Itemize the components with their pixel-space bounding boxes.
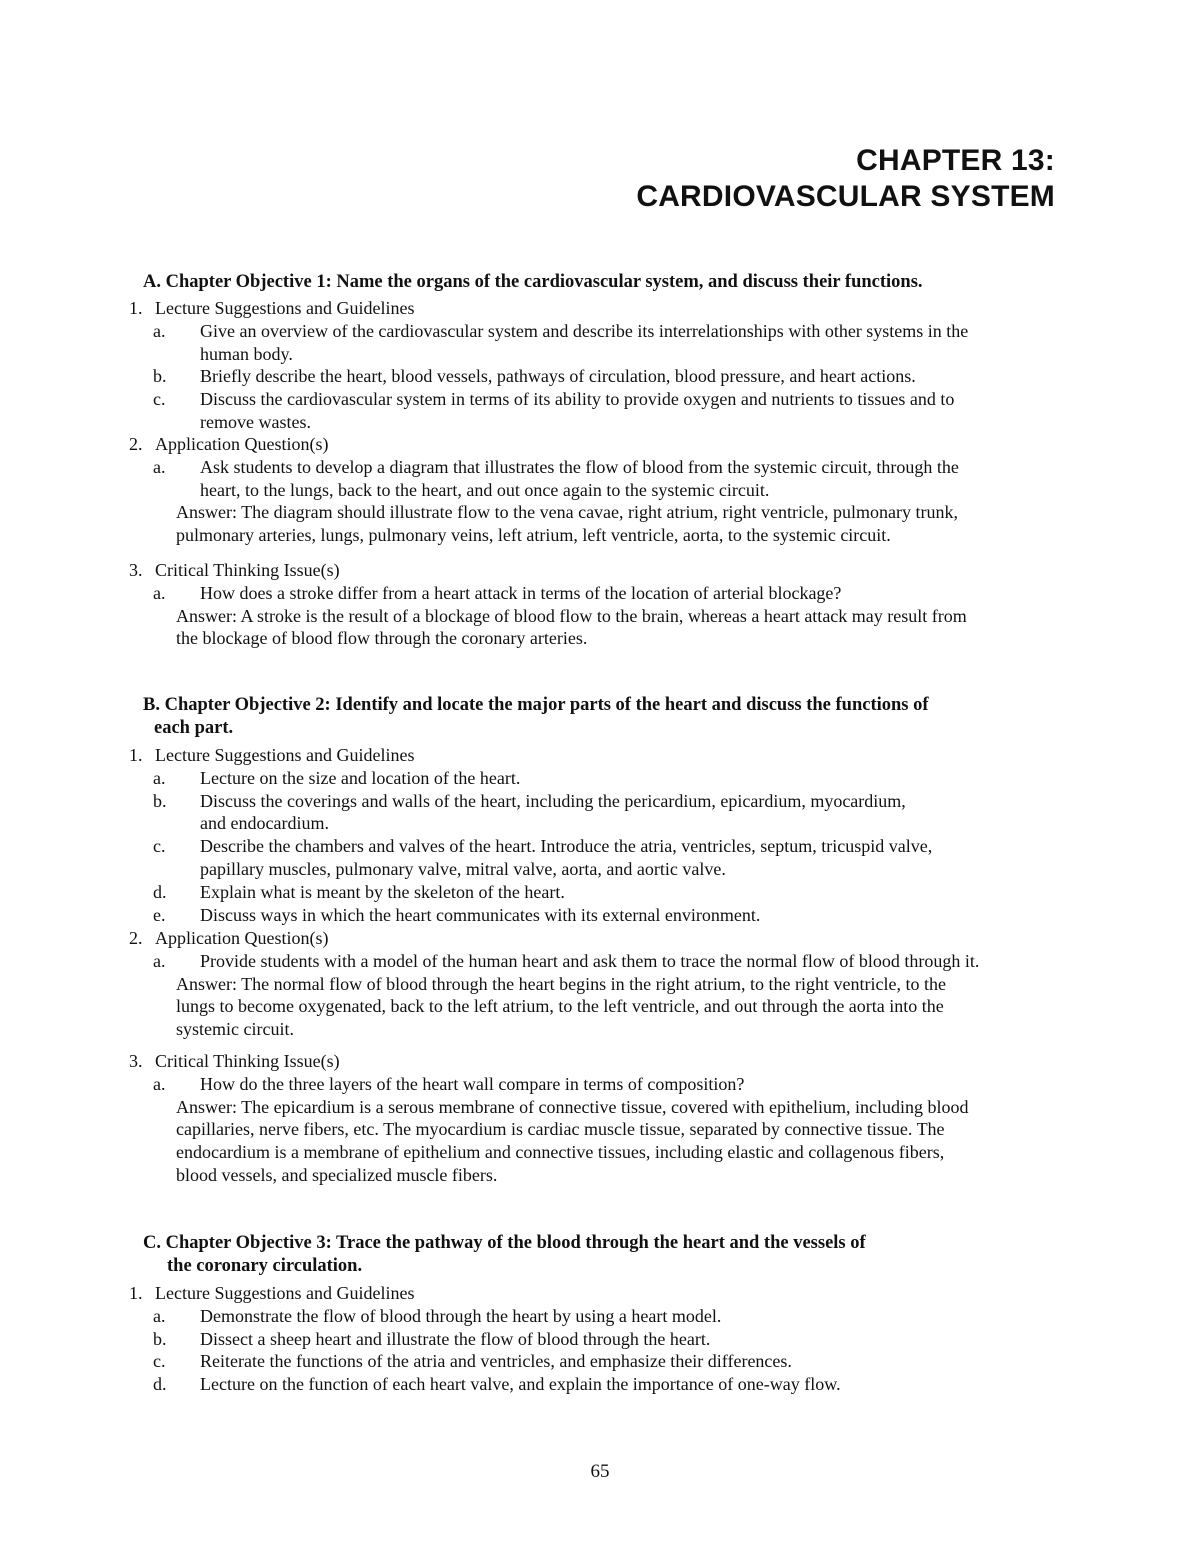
list-letter: a.: [153, 582, 166, 603]
lecture-label: Lecture Suggestions and Guidelines: [155, 298, 415, 318]
list-letter: a.: [153, 1305, 166, 1326]
list-item-text: How does a stroke differ from a heart attack in terms of the location of arterial blockage?: [200, 582, 842, 603]
heading-line: the coronary circulation.: [167, 1255, 363, 1276]
list-number: 1.: [129, 298, 143, 318]
heading-line: each part.: [154, 717, 234, 738]
list-item-text: Demonstrate the flow of blood through the heart by using a heart model.: [200, 1305, 722, 1326]
list-item-text: Ask students to develop a diagram that illustrates the flow of blood from the systemic circuit, through the: [200, 456, 959, 477]
list-item-text: human body.: [200, 343, 293, 364]
answer-line: Answer: The epicardium is a serous membrane of connective tissue, covered with epithelium, including blood: [176, 1096, 969, 1117]
list-letter: b.: [153, 790, 167, 811]
chapter-number: CHAPTER 13:: [856, 144, 1055, 177]
list-number: 2.: [129, 928, 143, 948]
list-letter: d.: [153, 1374, 167, 1395]
chapter-title: CARDIOVASCULAR SYSTEM: [636, 180, 1055, 213]
list-number: 3.: [129, 560, 143, 580]
answer-line: capillaries, nerve fibers, etc. The myocardium is cardiac muscle tissue, separated by connective tissue. The: [176, 1119, 945, 1140]
list-letter: a.: [153, 767, 166, 788]
critical-label: Critical Thinking Issue(s): [155, 1051, 340, 1071]
answer-line: blood vessels, and specialized muscle fibers.: [176, 1165, 498, 1185]
heading-line: B. Chapter Objective 2: Identify and locate the major parts of the heart and discuss the functions of: [143, 695, 929, 715]
application-label: Application Question(s): [155, 928, 329, 948]
answer-line: pulmonary arteries, lungs, pulmonary veins, left atrium, left ventricle, aorta, to the systemic circuit.: [176, 525, 891, 546]
critical-label: Critical Thinking Issue(s): [155, 560, 340, 580]
list-number: 1.: [129, 1283, 143, 1303]
list-letter: a.: [153, 320, 166, 341]
list-item-text: Lecture on the function of each heart valve, and explain the importance of one-way flow.: [200, 1374, 841, 1395]
list-letter: c.: [153, 389, 166, 410]
answer-line: Answer: The normal flow of blood through the heart begins in the right atrium, to the right ventricle, to the: [176, 973, 946, 994]
list-letter: a.: [153, 456, 166, 477]
list-number: 2.: [129, 434, 143, 454]
list-number: 1.: [129, 745, 143, 765]
answer-line: Answer: The diagram should illustrate flow to the vena cavae, right atrium, right ventricle, pulmonary trunk,: [176, 502, 958, 523]
list-letter: c.: [153, 836, 166, 857]
list-letter: b.: [153, 366, 167, 387]
answer-line: the blockage of blood flow through the coronary arteries.: [176, 628, 588, 649]
list-item-text: Discuss ways in which the heart communicates with its external environment.: [200, 904, 761, 925]
list-item-text: Briefly describe the heart, blood vessels, pathways of circulation, blood pressure, and heart actions.: [200, 366, 916, 387]
list-letter: a.: [153, 1073, 166, 1094]
list-letter: a.: [153, 950, 166, 971]
list-item-text: heart, to the lungs, back to the heart, and out once again to the systemic circuit.: [200, 479, 770, 500]
list-item-text: Reiterate the functions of the atria and ventricles, and emphasize their differences.: [200, 1351, 792, 1372]
list-item-text: Describe the chambers and valves of the heart. Introduce the atria, ventricles, septum, tricuspid valve,: [200, 836, 933, 857]
list-letter: d.: [153, 881, 167, 902]
list-item-text: Lecture on the size and location of the heart.: [200, 767, 521, 788]
list-item-text: Discuss the cardiovascular system in terms of its ability to provide oxygen and nutrients to tissues and to: [200, 389, 955, 410]
heading-line: C. Chapter Objective 3: Trace the pathway of the blood through the heart and the vessels of: [143, 1233, 866, 1253]
list-item-text: and endocardium.: [200, 813, 329, 834]
list-item-text: Explain what is meant by the skeleton of the heart.: [200, 881, 565, 902]
list-item-text: Discuss the coverings and walls of the heart, including the pericardium, epicardium, myocardium,: [200, 790, 906, 811]
list-item-text: Dissect a sheep heart and illustrate the flow of blood through the heart.: [200, 1328, 711, 1349]
answer-line: lungs to become oxygenated, back to the left atrium, to the left ventricle, and out through the aorta into the: [176, 996, 944, 1017]
list-letter: e.: [153, 904, 166, 925]
list-item-text: remove wastes.: [200, 412, 311, 432]
application-label: Application Question(s): [155, 434, 329, 454]
answer-line: endocardium is a membrane of epithelium and connective tissues, including elastic and collagenous fibers,: [176, 1142, 945, 1163]
list-number: 3.: [129, 1051, 143, 1071]
answer-line: systemic circuit.: [176, 1019, 294, 1040]
heading-line: A. Chapter Objective 1: Name the organs of the cardiovascular system, and discuss their functions.: [143, 272, 923, 292]
answer-line: Answer: A stroke is the result of a blockage of blood flow to the brain, whereas a heart attack may result from: [176, 605, 967, 626]
list-item-text: papillary muscles, pulmonary valve, mitral valve, aorta, and aortic valve.: [200, 859, 726, 879]
list-letter: b.: [153, 1328, 167, 1349]
list-letter: c.: [153, 1351, 166, 1372]
list-item-text: Give an overview of the cardiovascular system and describe its interrelationships with other systems in the: [200, 320, 969, 341]
lecture-label: Lecture Suggestions and Guidelines: [155, 745, 415, 765]
page-number: 65: [590, 1461, 610, 1482]
list-item-text: How do the three layers of the heart wall compare in terms of composition?: [200, 1073, 745, 1094]
list-item-text: Provide students with a model of the human heart and ask them to trace the normal flow of blood through it.: [200, 950, 980, 971]
lecture-label: Lecture Suggestions and Guidelines: [155, 1283, 415, 1303]
